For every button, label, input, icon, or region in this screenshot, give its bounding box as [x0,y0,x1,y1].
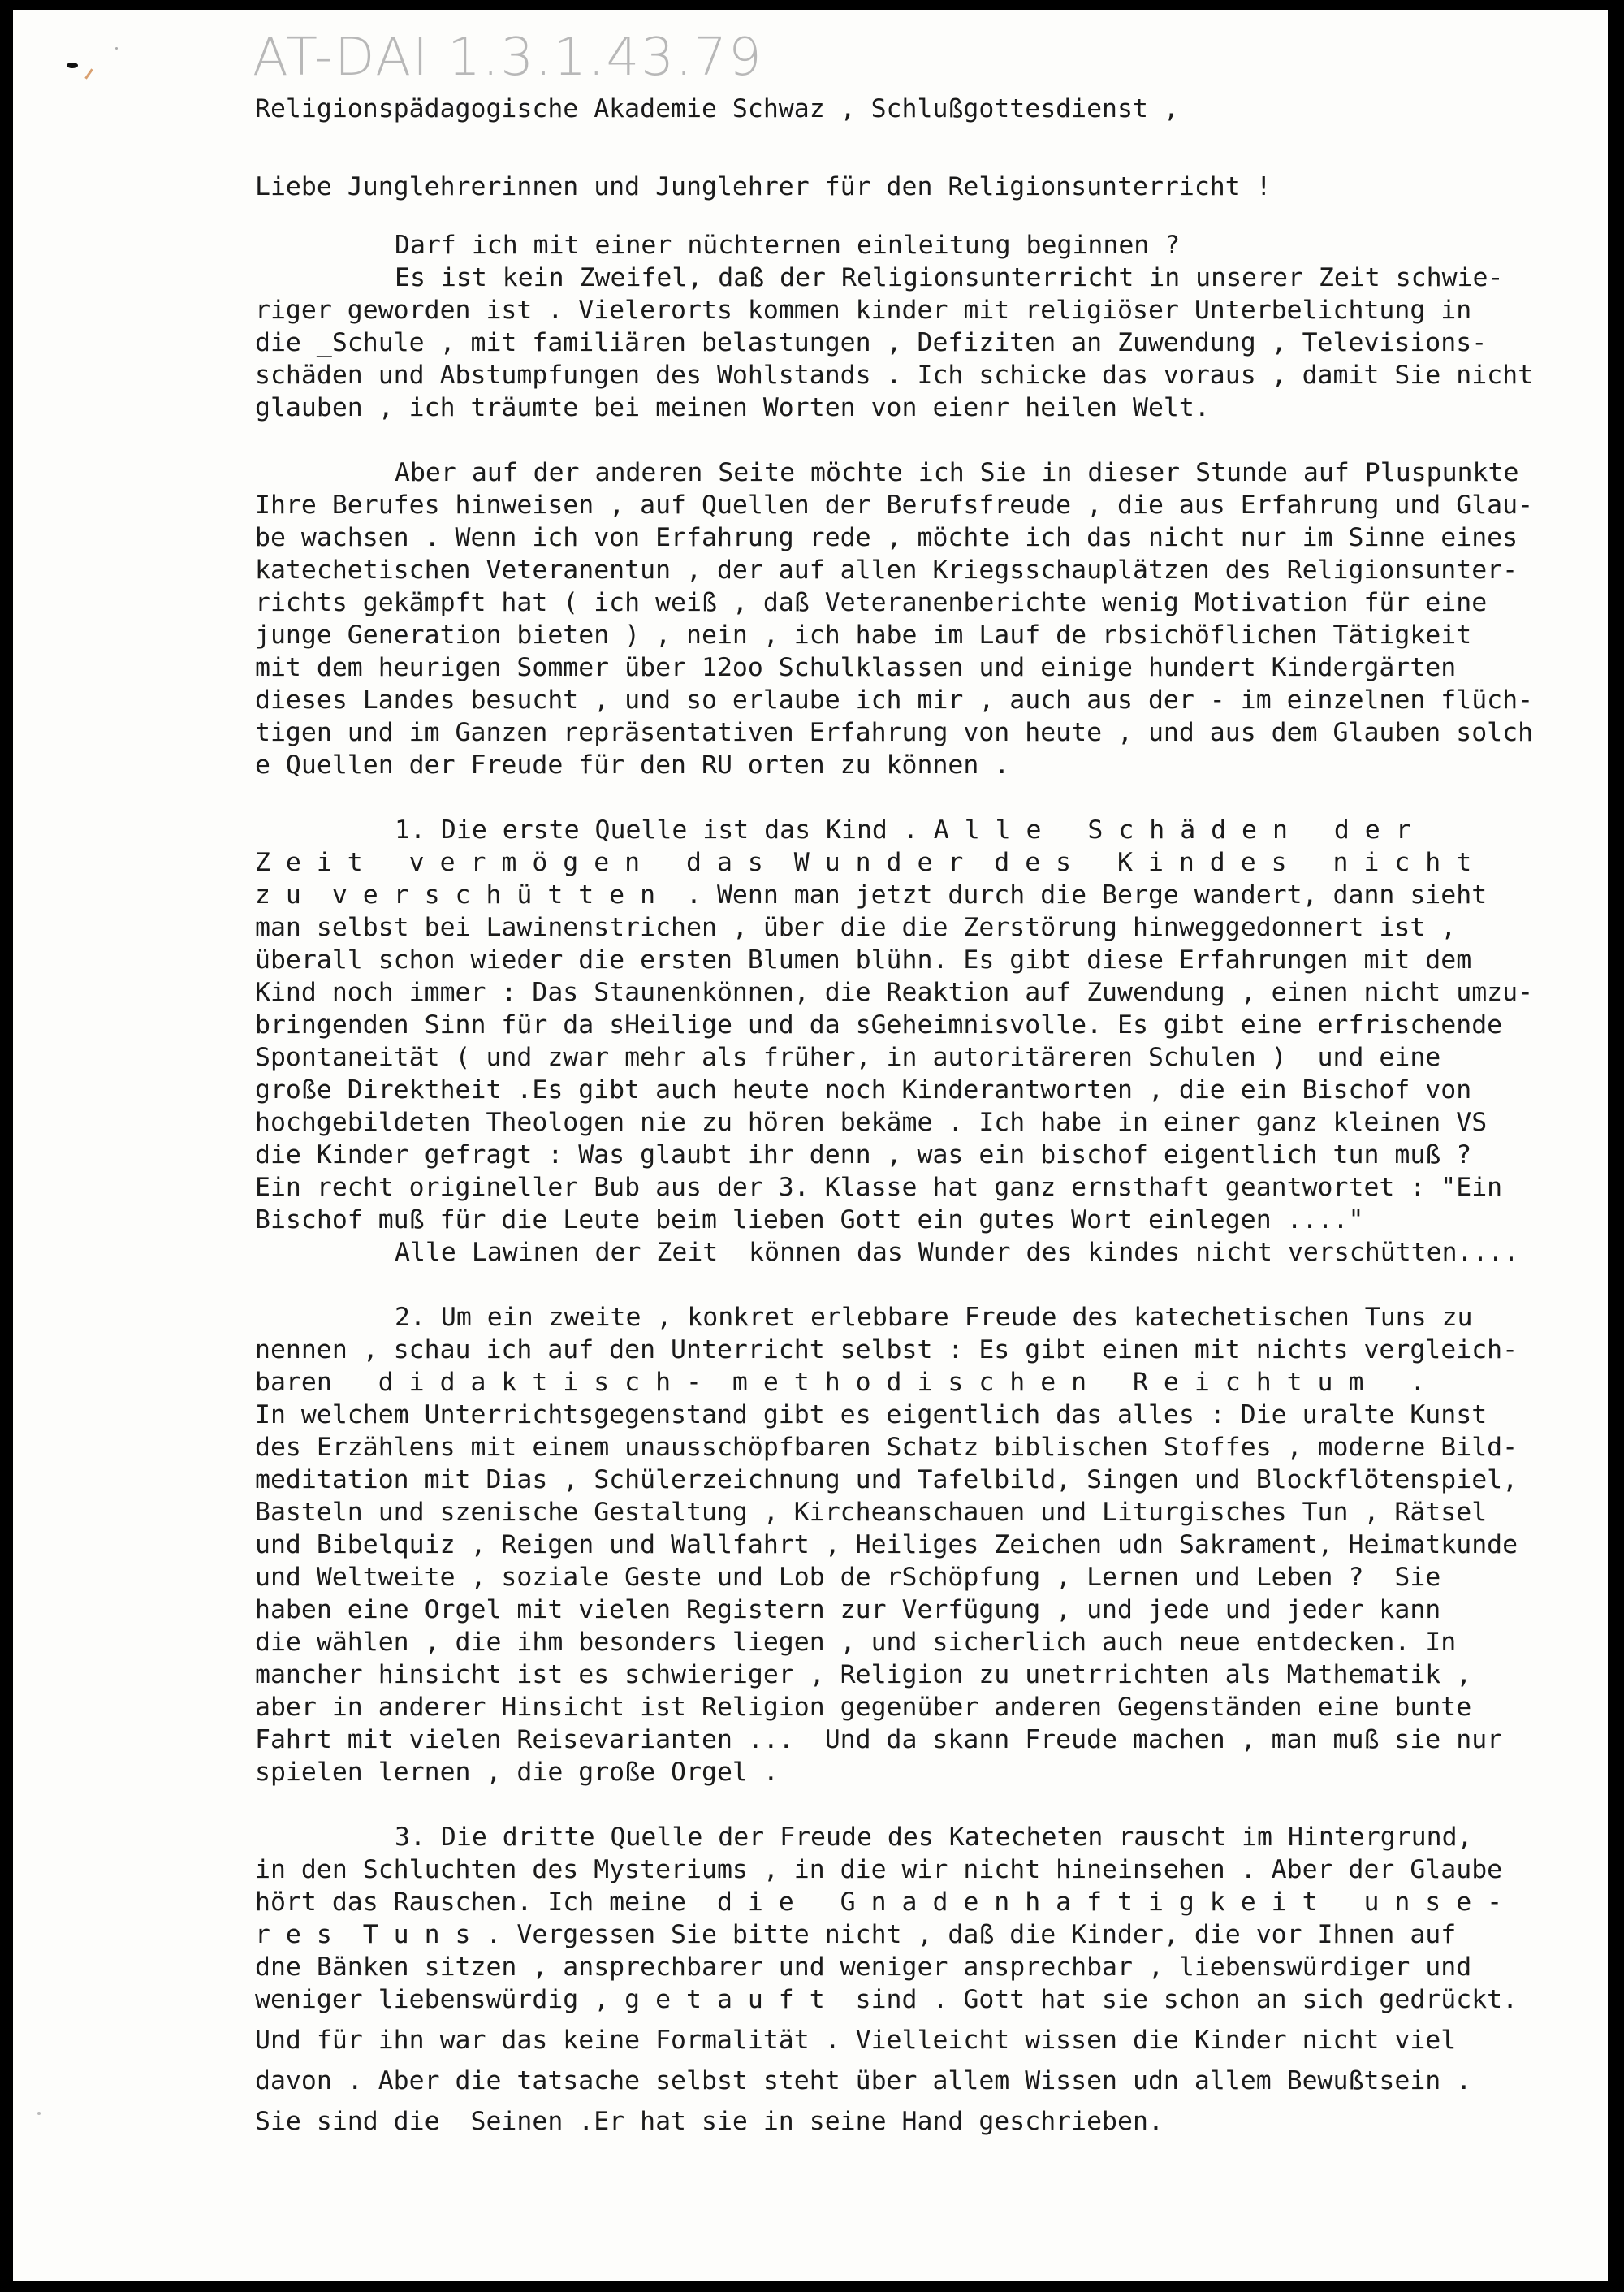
text-line: Ein recht origineller Bub aus der 3. Klasse hat ganz ernsthaft geantwortet : "Ein [255,1173,1503,1202]
text-line: 2. Um ein zweite , konkret erlebbare Freude des katechetischen Tuns zu [395,1303,1473,1332]
text-line: spielen lernen , die große Orgel . [255,1758,779,1787]
ink-mark [84,68,93,79]
text-line: man selbst bei Lawinenstrichen , über die die Zerstörung hinweggedonnert ist , [255,913,1457,942]
text-line: Alle Lawinen der Zeit können das Wunder des kindes nicht verschütten.... [395,1238,1519,1267]
ink-mark [67,63,78,68]
text-line: Es ist kein Zweifel, daß der Religionsunterricht in unserer Zeit schwie- [395,263,1504,292]
salutation: Liebe Junglehrerinnen und Junglehrer für den Religionsunterricht ! [255,172,1272,201]
text-line: Kind noch immer : Das Staunenkönnen, die Reaktion auf Zuwendung , einen nicht umzu- [255,978,1534,1007]
text-line: aber in anderer Hinsicht ist Religion gegenüber anderen Gegenständen eine bunte [255,1693,1472,1722]
text-line: davon . Aber die tatsache selbst steht über allem Wissen udn allem Bewußtsein . [255,2066,1472,2095]
text-line: die wählen , die ihm besonders liegen , und sicherlich auch neue entdecken. In [255,1628,1457,1657]
text-line: mit dem heurigen Sommer über 12oo Schulklassen und einige hundert Kindergärten [255,653,1457,682]
text-line: Darf ich mit einer nüchternen einleitung beginnen ? [395,231,1181,260]
text-line: Spontaneität ( und zwar mehr als früher, in autoritäreren Schulen ) und eine [255,1043,1441,1072]
text-line: und Weltweite , soziale Geste und Lob de rSchöpfung , Lernen und Leben ? Sie [255,1563,1441,1592]
text-line: schäden und Abstumpfungen des Wohlstands . Ich schicke das voraus , damit Sie nicht [255,361,1534,390]
text-line: katechetischen Veteranentun , der auf allen Kriegsschauplätzen des Religionsunter- [255,556,1518,585]
text-line: nennen , schau ich auf den Unterricht selbst : Es gibt einen mit nichts vergleich- [255,1335,1518,1364]
text-line: in den Schluchten des Mysteriums , in die wir nicht hineinsehen . Aber der Glaube [255,1855,1503,1884]
text-line: 1. Die erste Quelle ist das Kind . A l l e S c h ä d e n d e r [395,815,1411,845]
text-line: und Bibelquiz , Reigen und Wallfahrt , Heiliges Zeichen udn Sakrament, Heimatkunde [255,1530,1518,1559]
text-line: weniger liebenswürdig , g e t a u f t sind . Gott hat sie schon an sich gedrückt. [255,1985,1518,2014]
text-line: tigen und im Ganzen repräsentativen Erfahrung von heute , und aus dem Glauben solch [255,718,1534,747]
text-line: baren d i d a k t i s c h - m e t h o d i s c h e n R e i c h t u m . [255,1368,1426,1397]
text-line: glauben , ich träumte bei meinen Worten von eienr heilen Welt. [255,393,1210,422]
text-line: mancher hinsicht ist es schwieriger , Religion zu unetrrichten als Mathematik , [255,1660,1472,1689]
text-line: e Quellen der Freude für den RU orten zu können . [255,750,1010,780]
text-line: des Erzählens mit einem unausschöpfbaren Schatz biblischen Stoffes , moderne Bild- [255,1433,1518,1462]
text-line: hört das Rauschen. Ich meine d i e G n a d e n h a f t i g k e i t u n s e - [255,1888,1503,1917]
ink-mark [115,47,118,50]
ink-mark [37,2112,41,2115]
text-line: 3. Die dritte Quelle der Freude des Katecheten rauscht im Hintergrund, [395,1823,1473,1852]
text-line: Z e i t v e r m ö g e n d a s W u n d e r d e s K i n d e s n i c h t [255,848,1472,877]
text-line: die _Schule , mit familiären belastungen , Defiziten an Zuwendung , Televisions- [255,328,1488,357]
text-line: richts gekämpft hat ( ich weiß , daß Veteranenberichte wenig Motivation für eine [255,588,1488,617]
text-line: hochgebildeten Theologen nie zu hören bekäme . Ich habe in einer ganz kleinen VS [255,1108,1488,1137]
text-line: die Kinder gefragt : Was glaubt ihr denn , was ein bischof eigentlich tun muß ? [255,1140,1472,1170]
text-line: Bischof muß für die Leute beim lieben Gott ein gutes Wort einlegen ...." [255,1205,1364,1235]
text-line: Basteln und szenische Gestaltung , Kircheanschauen und Liturgisches Tun , Rätsel [255,1498,1488,1527]
text-line: meditation mit Dias , Schülerzeichnung und Tafelbild, Singen und Blockflötenspiel, [255,1465,1518,1494]
text-line: z u v e r s c h ü t t e n . Wenn man jetzt durch die Berge wandert, dann sieht [255,880,1488,910]
text-line: dieses Landes besucht , und so erlaube ich mir , auch aus der - im einzelnen flüch- [255,685,1534,715]
text-line: riger geworden ist . Vielerorts kommen kinder mit religiöser Unterbelichtung in [255,296,1472,325]
text-line: haben eine Orgel mit vielen Registern zur Verfügung , und jede und jeder kann [255,1595,1441,1624]
document-heading: Religionspädagogische Akademie Schwaz , Schlußgottesdienst , [255,94,1179,123]
text-line: Und für ihn war das keine Formalität . Vielleicht wissen die Kinder nicht viel [255,2026,1457,2055]
text-line: Sie sind die Seinen .Er hat sie in seine Hand geschrieben. [255,2107,1164,2136]
archive-id-annotation: AT-DAI 1.3.1.43.79 [253,28,763,88]
document-page [13,10,1608,2281]
text-line: Aber auf der anderen Seite möchte ich Sie in dieser Stunde auf Pluspunkte [395,458,1519,487]
text-line: große Direktheit .Es gibt auch heute noch Kinderantworten , die ein Bischof von [255,1075,1472,1105]
text-line: Ihre Berufes hinweisen , auf Quellen der Berufsfreude , die aus Erfahrung und Glau- [255,491,1534,520]
text-line: be wachsen . Wenn ich von Erfahrung rede , möchte ich das nicht nur im Sinne eines [255,523,1518,552]
text-line: überall schon wieder die ersten Blumen blühn. Es gibt diese Erfahrungen mit dem [255,945,1472,975]
text-line: Fahrt mit vielen Reisevarianten ... Und da skann Freude machen , man muß sie nur [255,1725,1503,1754]
text-line: In welchem Unterrichtsgegenstand gibt es eigentlich das alles : Die uralte Kunst [255,1400,1488,1429]
text-line: bringenden Sinn für da sHeilige und da sGeheimnisvolle. Es gibt eine erfrischende [255,1010,1503,1040]
text-line: dne Bänken sitzen , ansprechbarer und weniger ansprechbar , liebenswürdiger und [255,1953,1472,1982]
text-line: r e s T u n s . Vergessen Sie bitte nicht , daß die Kinder, die vor Ihnen auf [255,1920,1457,1949]
text-line: junge Generation bieten ) , nein , ich habe im Lauf de rbsichöflichen Tätigkeit [255,621,1472,650]
